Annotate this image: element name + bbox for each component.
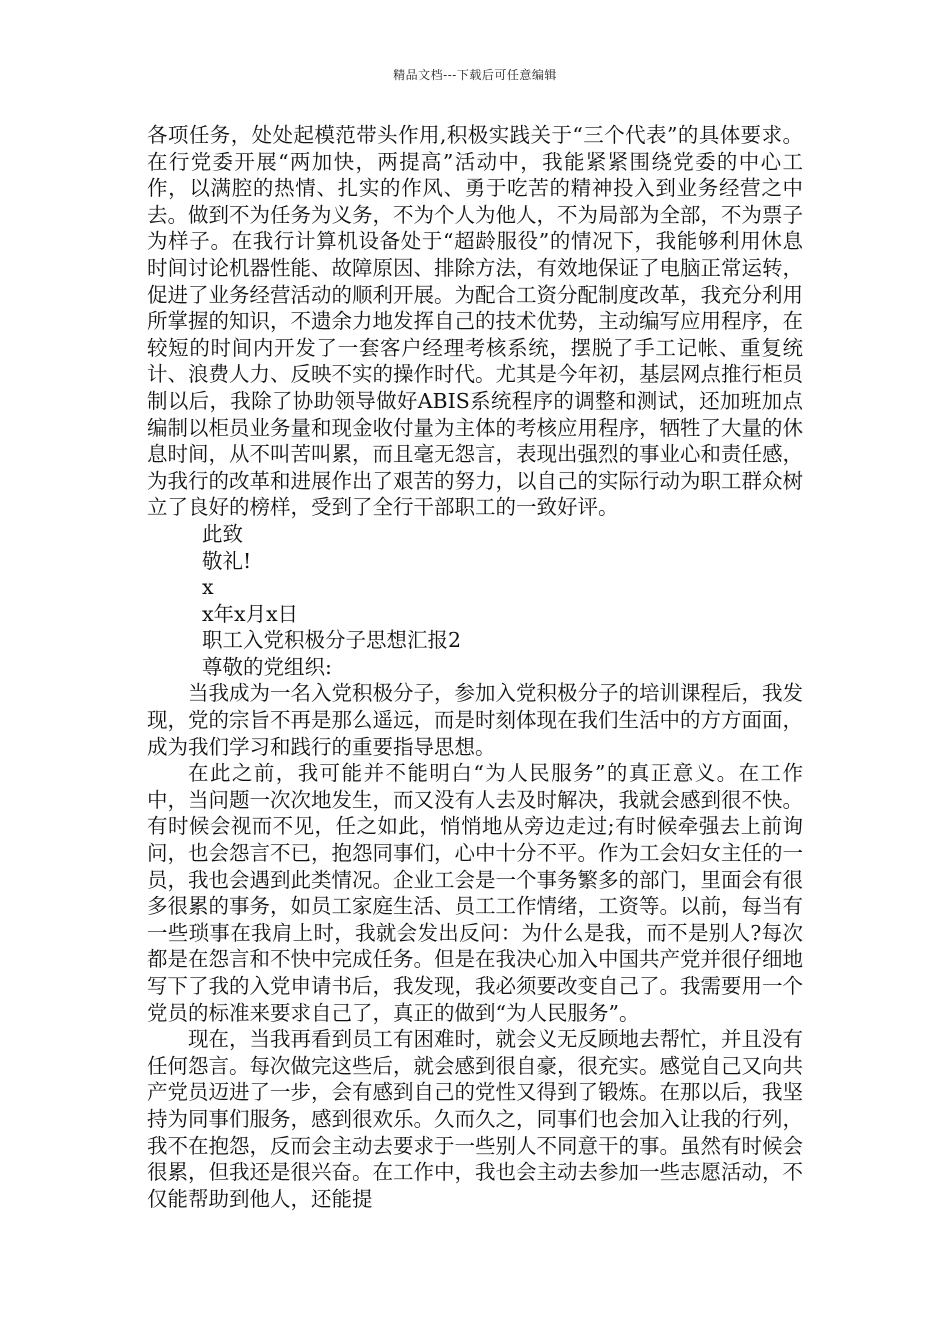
closing-line-1: 此致 [202,521,243,546]
date-line: x年x月x日 [202,601,299,626]
paragraph-3: 在此之前，我可能并不能明白“为人民服务”的真正意义。在工作中，当问题一次次地发生，而又没有人去及时解决，我就会感到很不快。有时候会视而不见，任之如此，悄悄地从旁边走过;有时候牵强去上前询问，也会怨言不已，抱怨同事们，心中十分不平。作为工会妇女主任的一员，我也会遇到此类情况。企业工会是一个事务繁多的部门，里面会有很多很累的事务，如员工家庭生活、员工工作情绪，工资等。以前，每当有一些琐事在我肩上时，我就会发出反问：为什么是我，而不是别人?每次都是在怨言和不快中完成任务。但是在我决心加入中国共产党并很仔细地写下了我的入党申请书后，我发现，我必须要改变自己了。我需要用一个党员的标准来要求自己了，真正的做到“为人民服务”。 [147,761,803,1025]
paragraph-2: 当我成为一名入党积极分子，参加入党积极分子的培训课程后，我发现，党的宗旨不再是那么遥远，而是时刻体现在我们生活中的方方面面，成为我们学习和践行的重要指导思想。 [147,681,803,759]
signature: x [202,575,214,600]
paragraph-1: 各项任务，处处起模范带头作用,积极实践关于“三个代表”的具体要求。在行党委开展“两加快，两提高”活动中，我能紧紧围绕党委的中心工作，以满腔的热情、扎实的作风、勇于吃苦的精神投入到业务经营之中去。做到不为任务为义务，不为个人为他人，不为局部为全部，不为票子为样子。在我行计算机设备处于“超龄服役”的情况下，我能够利用休息时间讨论机器性能、故障原因、排除方法，有效地保证了电脑正常运转，促进了业务经营活动的顺利开展。为配合工资分配制度改革，我充分利用所掌握的知识，不遗余力地发挥自己的技术优势，主动编写应用程序，在较短的时间内开发了一套客户经理考核系统，摆脱了手工记帐、重复统计、浪费人力、反映不实的操作时代。尤其是今年初，基层网点推行柜员制以后，我除了协助领导做好ABIS系统程序的调整和测试，还加班加点编制以柜员业务量和现金收付量为主体的考核应用程序，牺牲了大量的休息时间，从不叫苦叫累，而且毫无怨言，表现出强烈的事业心和责任感，为我行的改革和进展作出了艰苦的努力，以自己的实际行动为职工群众树立了良好的榜样，受到了全行干部职工的一致好评。 [147,123,803,520]
salutation: 尊敬的党组织: [202,654,332,679]
section-title-2: 职工入党积极分子思想汇报2 [202,628,462,653]
document-body [147,122,803,1212]
paragraph-4: 现在，当我再看到员工有困难时，就会义无反顾地去帮忙，并且没有任何怨言。每次做完这些后，就会感到很自豪，很充实。感觉自己又向共产党员迈进了一步，会有感到自己的党性又得到了锻炼。在那以后，我坚持为同事们服务，感到很欢乐。久而久之，同事们也会加入让我的行列，我不在抱怨，反而会主动去要求于一些别人不同意干的事。虽然有时候会很累，但我还是很兴奋。在工作中，我也会主动去参加一些志愿活动，不仅能帮助到他人，还能提 [147,1027,803,1211]
closing-line-2: 敬礼! [202,548,252,573]
page-header: 精品文档---下载后可任意编辑 [393,68,557,82]
